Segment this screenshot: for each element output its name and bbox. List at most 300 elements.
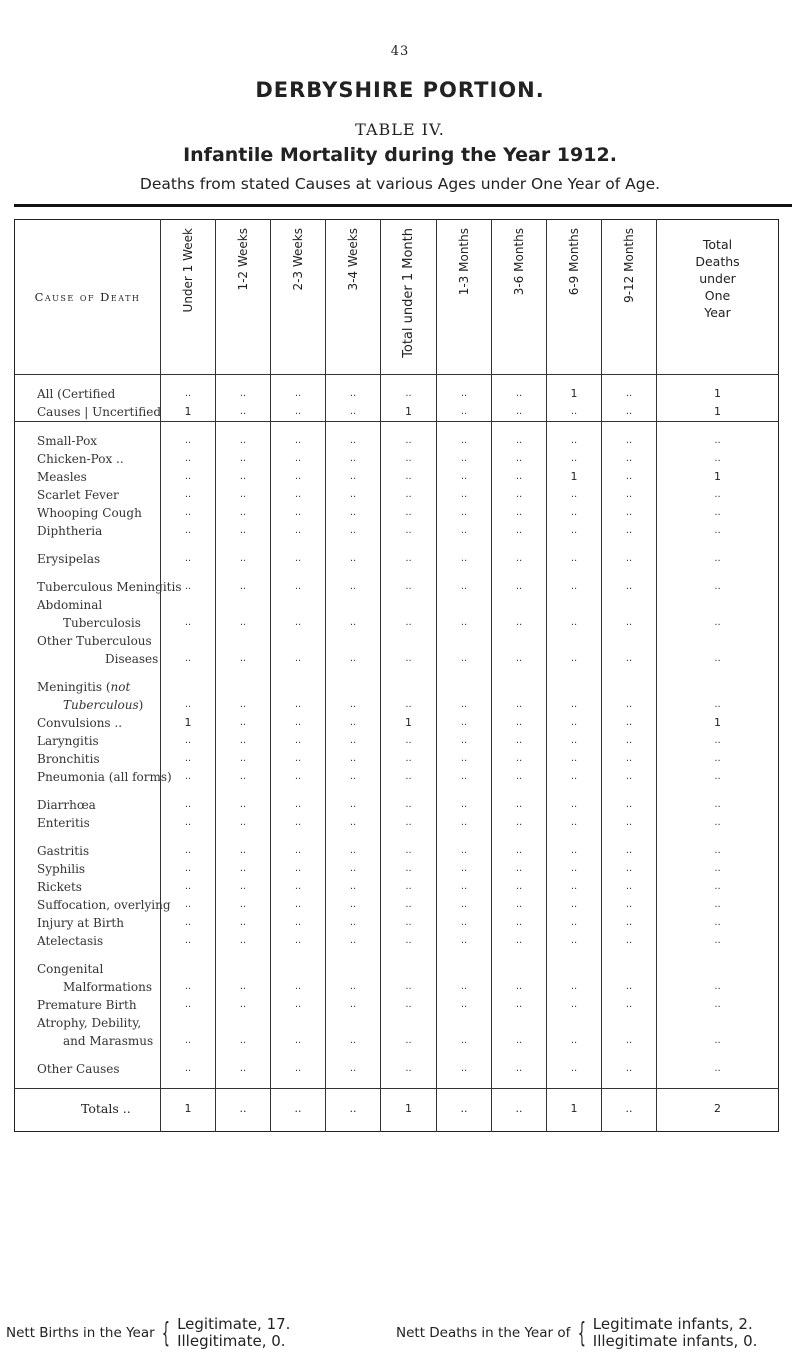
spacer-row <box>15 832 779 842</box>
cause-row-cell: .. <box>602 878 657 896</box>
cause-row-cell: .. <box>161 1032 216 1050</box>
cause-row-cell: .. <box>271 432 326 450</box>
spacer-row <box>15 1050 779 1060</box>
cause-row-cell: .. <box>602 732 657 750</box>
cause-row-cell: .. <box>216 914 271 932</box>
cause-row-cell: .. <box>492 696 547 714</box>
cause-label: Causes | Uncertified <box>15 403 161 422</box>
cause-row-cell: .. <box>271 450 326 468</box>
cause-row-cell: .. <box>657 732 779 750</box>
mortality-table <box>14 219 779 1132</box>
cause-row-cell: .. <box>326 1032 381 1050</box>
cause-row-cell: .. <box>271 914 326 932</box>
cause-row-cell: .. <box>437 978 492 996</box>
cause-row-cell: .. <box>161 996 216 1014</box>
cause-row-cell: .. <box>492 914 547 932</box>
spacer-row <box>15 540 779 550</box>
cause-row <box>15 768 779 786</box>
cause-row-cell: .. <box>492 1060 547 1078</box>
cause-row-cell: .. <box>381 878 437 896</box>
cause-row-cell: .. <box>437 468 492 486</box>
cause-row-cell: .. <box>326 914 381 932</box>
all-causes-uncertified-row-cell: 1 <box>161 403 216 422</box>
cause-row-cell: .. <box>326 896 381 914</box>
cause-row-cell: .. <box>657 750 779 768</box>
cause-row-cell: .. <box>492 768 547 786</box>
cause-row-cell: .. <box>381 504 437 522</box>
cause-row-cell: .. <box>657 878 779 896</box>
cause-label <box>15 1050 161 1060</box>
cause-row-cell: .. <box>161 578 216 596</box>
cause-row-cell: .. <box>216 486 271 504</box>
cause-row-cell: .. <box>271 1060 326 1078</box>
cause-row-cell: .. <box>161 432 216 450</box>
cause-row-cell: .. <box>381 1032 437 1050</box>
cause-row-cell: .. <box>602 978 657 996</box>
cause-row-cell: .. <box>437 696 492 714</box>
cause-row-cell: .. <box>271 714 326 732</box>
all-causes-certified-row-cell: .. <box>326 385 381 403</box>
cause-row-cell: .. <box>657 432 779 450</box>
totals-row-cell: .. <box>437 1089 492 1132</box>
cause-label: Malformations <box>63 980 152 994</box>
cause-row-cell: .. <box>547 896 602 914</box>
cause-row <box>15 450 779 468</box>
cause-row-cell: .. <box>657 996 779 1014</box>
all-causes-uncertified-row-cell: .. <box>547 403 602 422</box>
cause-row-cell: .. <box>657 504 779 522</box>
cause-row-cell: .. <box>381 486 437 504</box>
cause-row-cell: .. <box>161 978 216 996</box>
cause-row-cell: .. <box>381 432 437 450</box>
cause-row-cell: .. <box>602 932 657 950</box>
cause-row-cell: .. <box>657 1032 779 1050</box>
cause-row-cell: .. <box>547 650 602 668</box>
cause-row-cell: .. <box>437 914 492 932</box>
cause-row-cell: .. <box>161 650 216 668</box>
cause-row-head <box>15 678 779 696</box>
col-1-2-weeks: 1-2 Weeks <box>216 220 271 375</box>
cause-row-cell: .. <box>437 732 492 750</box>
cause-row-cell: .. <box>657 814 779 832</box>
cause-row-cell: .. <box>437 578 492 596</box>
cause-row-cell: .. <box>216 1060 271 1078</box>
col-1-3-months: 1-3 Months <box>437 220 492 375</box>
cause-row-cell: .. <box>326 614 381 632</box>
cause-row-cell: .. <box>161 732 216 750</box>
cause-row-cell: .. <box>492 522 547 540</box>
cause-row-cell: .. <box>602 860 657 878</box>
cause-row-cell: .. <box>492 504 547 522</box>
cause-row-cell: 1 <box>547 468 602 486</box>
cause-row <box>15 732 779 750</box>
cause-label: Injury at Birth <box>37 916 124 930</box>
cause-row-cell: .. <box>437 896 492 914</box>
cause-row-cell: .. <box>326 932 381 950</box>
cause-label: Chicken-Pox .. <box>37 452 124 466</box>
cause-row-cell: .. <box>492 450 547 468</box>
cause-row-cell: .. <box>657 450 779 468</box>
cause-row <box>15 504 779 522</box>
cause-row-cell: .. <box>547 486 602 504</box>
spacer-row <box>15 422 779 433</box>
cause-row-cell: .. <box>657 978 779 996</box>
cause-label: Gastritis <box>37 844 90 858</box>
cause-label: Rickets <box>37 880 82 894</box>
cause-row-cell: .. <box>437 504 492 522</box>
spacer-row <box>15 950 779 960</box>
cause-row-head <box>15 1014 779 1032</box>
cause-row-cell: .. <box>271 696 326 714</box>
cause-row <box>15 750 779 768</box>
cause-row-cell: .. <box>547 1032 602 1050</box>
cause-row <box>15 550 779 568</box>
page-title: DERBYSHIRE PORTION. <box>255 78 545 102</box>
cause-row-cell: .. <box>492 932 547 950</box>
totals-row-cell: 1 <box>161 1089 216 1132</box>
cause-label <box>15 786 161 796</box>
all-causes-uncertified-row-cell: 1 <box>657 403 779 422</box>
col-3-6-months: 3-6 Months <box>492 220 547 375</box>
cause-of-death-header: Cause of Death <box>15 220 161 375</box>
births-legitimate: Legitimate, 17. <box>177 1315 291 1333</box>
cause-row-cell: .. <box>602 504 657 522</box>
cause-row-cell: .. <box>437 614 492 632</box>
cause-row-cell: .. <box>547 978 602 996</box>
cause-row-cell: .. <box>326 860 381 878</box>
cause-row-cell: .. <box>602 796 657 814</box>
cause-row-cell: .. <box>326 750 381 768</box>
cause-row-cell: .. <box>381 614 437 632</box>
cause-row-cell: .. <box>216 878 271 896</box>
cause-row-cell: .. <box>271 768 326 786</box>
cause-label: Scarlet Fever <box>37 488 119 502</box>
cause-row-cell: .. <box>216 650 271 668</box>
cause-row-cell: .. <box>437 432 492 450</box>
cause-row-cell: .. <box>602 996 657 1014</box>
cause-row-cell: .. <box>547 814 602 832</box>
cause-row-cell: .. <box>492 978 547 996</box>
all-causes-uncertified-row-cell: .. <box>492 403 547 422</box>
cause-row-cell: .. <box>216 696 271 714</box>
cause-row-cell: .. <box>326 732 381 750</box>
cause-row-cell: .. <box>216 468 271 486</box>
cause-row-cell: .. <box>216 504 271 522</box>
cause-row-cell: .. <box>547 878 602 896</box>
cause-row <box>15 814 779 832</box>
totals-row-cell: .. <box>602 1089 657 1132</box>
cause-row-cell: .. <box>216 578 271 596</box>
cause-row-cell: .. <box>216 450 271 468</box>
cause-row-cell: .. <box>657 1060 779 1078</box>
cause-row-cell: .. <box>602 432 657 450</box>
totals-row-cell: .. <box>492 1089 547 1132</box>
cause-row-cell: .. <box>326 504 381 522</box>
col-2-3-weeks: 2-3 Weeks <box>271 220 326 375</box>
cause-row-cell: .. <box>602 896 657 914</box>
cause-row-cell: .. <box>492 650 547 668</box>
page-number: 43 <box>390 44 410 59</box>
cause-row-cell: 1 <box>657 468 779 486</box>
cause-row-cell: .. <box>161 768 216 786</box>
cause-row-cell: .. <box>492 996 547 1014</box>
cause-label <box>15 375 161 386</box>
cause-row-cell: .. <box>326 996 381 1014</box>
cause-label <box>15 1078 161 1089</box>
cause-label: Tuberculous) <box>63 698 144 712</box>
header-row <box>15 220 779 375</box>
cause-row-cell: .. <box>216 750 271 768</box>
cause-row-cell: 1 <box>657 714 779 732</box>
totals-row-cell: 1 <box>381 1089 437 1132</box>
cause-row-cell: .. <box>492 878 547 896</box>
cause-row-cell: .. <box>326 814 381 832</box>
cause-row-cell: .. <box>492 432 547 450</box>
cause-label: All (Certified <box>37 387 116 401</box>
cause-row-cell: .. <box>216 860 271 878</box>
cause-row-cell: .. <box>437 996 492 1014</box>
cause-row-cell: .. <box>492 732 547 750</box>
cause-row-head <box>15 960 779 978</box>
cause-row-cell: .. <box>381 842 437 860</box>
cause-row-cell: 1 <box>381 714 437 732</box>
cause-row-cell: .. <box>547 450 602 468</box>
cause-row-cell: .. <box>602 550 657 568</box>
cause-row-cell: .. <box>161 842 216 860</box>
cause-row-cell: .. <box>271 732 326 750</box>
cause-row-cell: .. <box>271 486 326 504</box>
col-total-under-one-year: Total Deaths under One Year <box>657 220 779 375</box>
totals-row-cell: .. <box>326 1089 381 1132</box>
spacer-row <box>15 568 779 578</box>
cause-row-cell: .. <box>216 714 271 732</box>
cause-row-cell: .. <box>381 578 437 596</box>
totals-row-cell: .. <box>271 1089 326 1132</box>
cause-label: Tuberculosis <box>63 616 141 630</box>
all-causes-certified-row-cell: .. <box>161 385 216 403</box>
cause-row-cell: .. <box>216 896 271 914</box>
cause-row-cell: .. <box>381 650 437 668</box>
cause-row-cell: .. <box>492 578 547 596</box>
cause-row-cell: .. <box>381 914 437 932</box>
cause-row-cell: .. <box>216 732 271 750</box>
deaths-legitimate: Legitimate infants, 2. <box>592 1315 753 1333</box>
cause-row-cell: .. <box>492 896 547 914</box>
cause-label: Atelectasis <box>37 934 104 948</box>
cause-row-cell: .. <box>381 696 437 714</box>
cause-row <box>15 696 779 714</box>
all-causes-certified-row-cell: .. <box>437 385 492 403</box>
cause-row-cell: .. <box>657 796 779 814</box>
cause-row-cell: .. <box>381 814 437 832</box>
cause-row-cell: .. <box>492 814 547 832</box>
cause-row-cell: .. <box>381 978 437 996</box>
cause-label: Totals .. <box>81 1101 131 1116</box>
cause-row <box>15 578 779 596</box>
cause-label <box>15 832 161 842</box>
cause-label: and Marasmus <box>63 1034 154 1048</box>
cause-row-cell: .. <box>326 650 381 668</box>
cause-row-cell: .. <box>271 468 326 486</box>
cause-row-cell: .. <box>216 550 271 568</box>
cause-row-head <box>15 596 779 614</box>
cause-row-cell: .. <box>161 796 216 814</box>
cause-row-cell: .. <box>326 450 381 468</box>
cause-row <box>15 796 779 814</box>
cause-row-cell: .. <box>216 614 271 632</box>
cause-label: Syphilis <box>37 862 86 876</box>
totals-row-cell: .. <box>216 1089 271 1132</box>
cause-row-cell: .. <box>437 650 492 668</box>
cause-row-cell: .. <box>326 714 381 732</box>
cause-row-cell: .. <box>326 768 381 786</box>
cause-row-cell: .. <box>326 978 381 996</box>
cause-row-cell: .. <box>216 814 271 832</box>
cause-label: Laryngitis <box>37 734 99 748</box>
spacer-row <box>15 375 779 386</box>
cause-row-cell: .. <box>326 796 381 814</box>
col-total-under-1-month: Total under 1 Month <box>381 220 437 375</box>
cause-row-cell: .. <box>326 878 381 896</box>
col-under-1-week: Under 1 Week <box>161 220 216 375</box>
cause-row <box>15 978 779 996</box>
cause-row-cell: .. <box>437 486 492 504</box>
cause-label: Meningitis (not <box>37 680 131 694</box>
cause-row-cell: .. <box>547 696 602 714</box>
mortality-table-frame <box>14 204 792 1303</box>
deaths-illegitimate: Illegitimate infants, 0. <box>592 1332 758 1350</box>
cause-row-cell: .. <box>492 1032 547 1050</box>
nett-deaths: Nett Deaths in the Year of { Legitimate infants, 2. Illegitimate infants, 0. <box>396 1315 758 1350</box>
cause-row <box>15 842 779 860</box>
all-causes-certified-row-cell: 1 <box>547 385 602 403</box>
cause-row-cell: .. <box>657 614 779 632</box>
cause-row-cell: .. <box>271 650 326 668</box>
cause-row-cell: .. <box>657 932 779 950</box>
cause-label: Enteritis <box>37 816 90 830</box>
cause-row <box>15 714 779 732</box>
cause-row-cell: .. <box>161 522 216 540</box>
cause-row-cell: .. <box>437 768 492 786</box>
all-causes-certified-row-cell: .. <box>381 385 437 403</box>
cause-row-cell: .. <box>492 796 547 814</box>
col-6-9-months: 6-9 Months <box>547 220 602 375</box>
cause-row-cell: .. <box>602 450 657 468</box>
cause-row-cell: .. <box>381 468 437 486</box>
cause-row-cell: .. <box>437 932 492 950</box>
cause-row <box>15 996 779 1014</box>
cause-row <box>15 468 779 486</box>
table-caption: Deaths from stated Causes at various Ages under One Year of Age. <box>139 175 661 193</box>
cause-label: Other Tuberculous <box>37 634 152 648</box>
all-causes-certified-row <box>15 385 779 403</box>
cause-row-cell: .. <box>437 1032 492 1050</box>
cause-row <box>15 522 779 540</box>
cause-row-cell: .. <box>547 842 602 860</box>
cause-row-cell: .. <box>547 432 602 450</box>
cause-label: Suffocation, overlying <box>37 898 171 912</box>
cause-row-cell: .. <box>161 696 216 714</box>
cause-row-cell: .. <box>326 522 381 540</box>
cause-label: Erysipelas <box>37 552 101 566</box>
cause-row-cell: .. <box>381 1060 437 1078</box>
cause-row-cell: .. <box>657 650 779 668</box>
cause-label: Diphtheria <box>37 524 103 538</box>
cause-row-cell: .. <box>326 696 381 714</box>
cause-row-cell: .. <box>216 1032 271 1050</box>
cause-row-cell: .. <box>547 768 602 786</box>
cause-row-cell: .. <box>602 696 657 714</box>
cause-row-cell: .. <box>161 504 216 522</box>
cause-row-cell: .. <box>492 860 547 878</box>
cause-row-cell: .. <box>492 486 547 504</box>
cause-row-cell: .. <box>271 550 326 568</box>
cause-row-cell: .. <box>326 432 381 450</box>
cause-row <box>15 932 779 950</box>
cause-row-cell: .. <box>547 932 602 950</box>
cause-row-cell: .. <box>492 468 547 486</box>
cause-row-cell: .. <box>271 814 326 832</box>
cause-row-cell: .. <box>271 878 326 896</box>
all-causes-uncertified-row-cell: .. <box>216 403 271 422</box>
cause-label: Tuberculous Meningitis <box>37 580 182 594</box>
cause-row-cell: .. <box>547 614 602 632</box>
cause-row-cell: .. <box>161 1060 216 1078</box>
cause-row-cell: .. <box>547 750 602 768</box>
cause-label <box>15 540 161 550</box>
cause-row-cell: .. <box>602 750 657 768</box>
col-3-4-weeks: 3-4 Weeks <box>326 220 381 375</box>
cause-row-cell: .. <box>161 550 216 568</box>
cause-label: Measles <box>37 470 87 484</box>
cause-row-cell: .. <box>161 914 216 932</box>
all-causes-uncertified-row-cell: .. <box>437 403 492 422</box>
cause-label: Abdominal <box>37 598 103 612</box>
col-9-12-months: 9-12 Months <box>602 220 657 375</box>
cause-row-cell: .. <box>657 696 779 714</box>
cause-row-cell: .. <box>602 768 657 786</box>
cause-label <box>15 668 161 678</box>
cause-row-cell: .. <box>547 578 602 596</box>
cause-row-cell: .. <box>657 768 779 786</box>
cause-row-cell: .. <box>271 504 326 522</box>
cause-row-cell: .. <box>437 550 492 568</box>
cause-row-cell: .. <box>326 550 381 568</box>
cause-row-cell: .. <box>657 522 779 540</box>
cause-row-cell: .. <box>437 714 492 732</box>
cause-row-cell: .. <box>547 860 602 878</box>
cause-row-cell: .. <box>602 468 657 486</box>
totals-row-cell: 2 <box>657 1089 779 1132</box>
table-label: TABLE IV. <box>355 120 445 139</box>
cause-row-cell: .. <box>602 486 657 504</box>
cause-row-cell: .. <box>381 750 437 768</box>
cause-label: Diseases <box>105 652 159 666</box>
cause-row-cell: .. <box>381 768 437 786</box>
cause-row-cell: .. <box>547 550 602 568</box>
cause-label: Pneumonia (all forms) <box>37 770 172 784</box>
cause-row-cell: .. <box>161 860 216 878</box>
cause-label: Convulsions .. <box>37 716 123 730</box>
cause-row-cell: .. <box>381 896 437 914</box>
cause-row-cell: .. <box>271 860 326 878</box>
cause-label: Other Causes <box>37 1062 120 1076</box>
cause-row-cell: .. <box>326 578 381 596</box>
cause-label: Small-Pox <box>37 434 98 448</box>
all-causes-certified-row-cell: .. <box>271 385 326 403</box>
cause-row-cell: .. <box>547 522 602 540</box>
cause-row-cell: .. <box>602 1032 657 1050</box>
